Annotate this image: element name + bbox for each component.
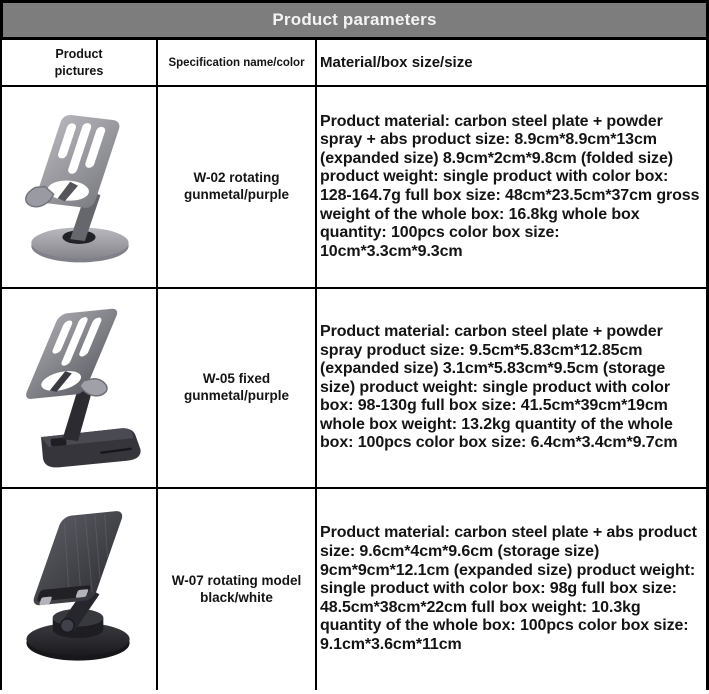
table-row-3-name-cell [158,489,317,690]
page-title: Product parameters [272,10,437,29]
column-header-label: Material/box size/size [320,54,473,71]
table-row-3-spec-cell [317,489,706,690]
table-row-1-name-cell [158,87,317,289]
w07-rotating-stand-image [6,495,152,685]
product-specs: Product material: carbon steel plate + abs product size: 9.6cm*4cm*9.6cm (storage size) 9cm*9cm*12.1cm (expanded size) product weight: single product with color box: 98g full box size: 48.5cm*38cm*22cm full box weight: 10.3kg quantity of the whole box: 100pcs color box size: 9.1cm*3.6cm*11cm [320,524,697,653]
product-name: W-05 fixed gunmetal/purple [183,371,289,403]
table-row-2-name-cell [158,289,317,489]
table-row-2-picture-cell [2,289,158,489]
table-row-1-picture-cell [2,87,158,289]
w02-rotating-stand-image [6,92,152,282]
table-row-2-spec-cell [317,289,706,489]
product-specs: Product material: carbon steel plate + powder spray product size: 9.5cm*5.83cm*12.85cm (expanded size) 3.1cm*5.83cm*9.5cm (storage size) product weight: single product with color box: 98-130g full box size: 41.5cm*39cm*19cm whole box weight: 13.2kg quantity of the whole box: 100pcs color box size: 6.4cm*3.4cm*9.7cm [320,322,678,452]
column-header-label: Specification name/color [168,56,305,69]
w05-fixed-stand-image [6,293,152,483]
stand-backplate [31,510,125,606]
spec-table [0,40,709,690]
column-header-product-pictures [2,40,158,87]
table-row-3-picture-cell [2,489,158,690]
column-header-specification-name [158,40,317,87]
column-header-label: Product pictures [54,47,104,78]
product-name: W-02 rotating gunmetal/purple [183,170,289,202]
table-row-1-spec-cell [317,87,706,289]
product-specs: Product material: carbon steel plate + powder spray + abs product size: 8.9cm*8.9cm*13cm (expanded size) 8.9cm*2cm*9.8cm (folded size) product weight: single product with color box: 128-164.7g full box size: 48cm*23.5cm*37cm gross weight of the whole box: 16.8kg whole box quantity: 100pcs color box size: 10cm*3.3cm*9.3cm [320,112,700,260]
title-bar [0,0,709,40]
product-name: W-07 rotating model black/white [171,572,302,605]
column-header-material-box-size [317,40,706,87]
stand-pivot-knob [61,618,75,632]
